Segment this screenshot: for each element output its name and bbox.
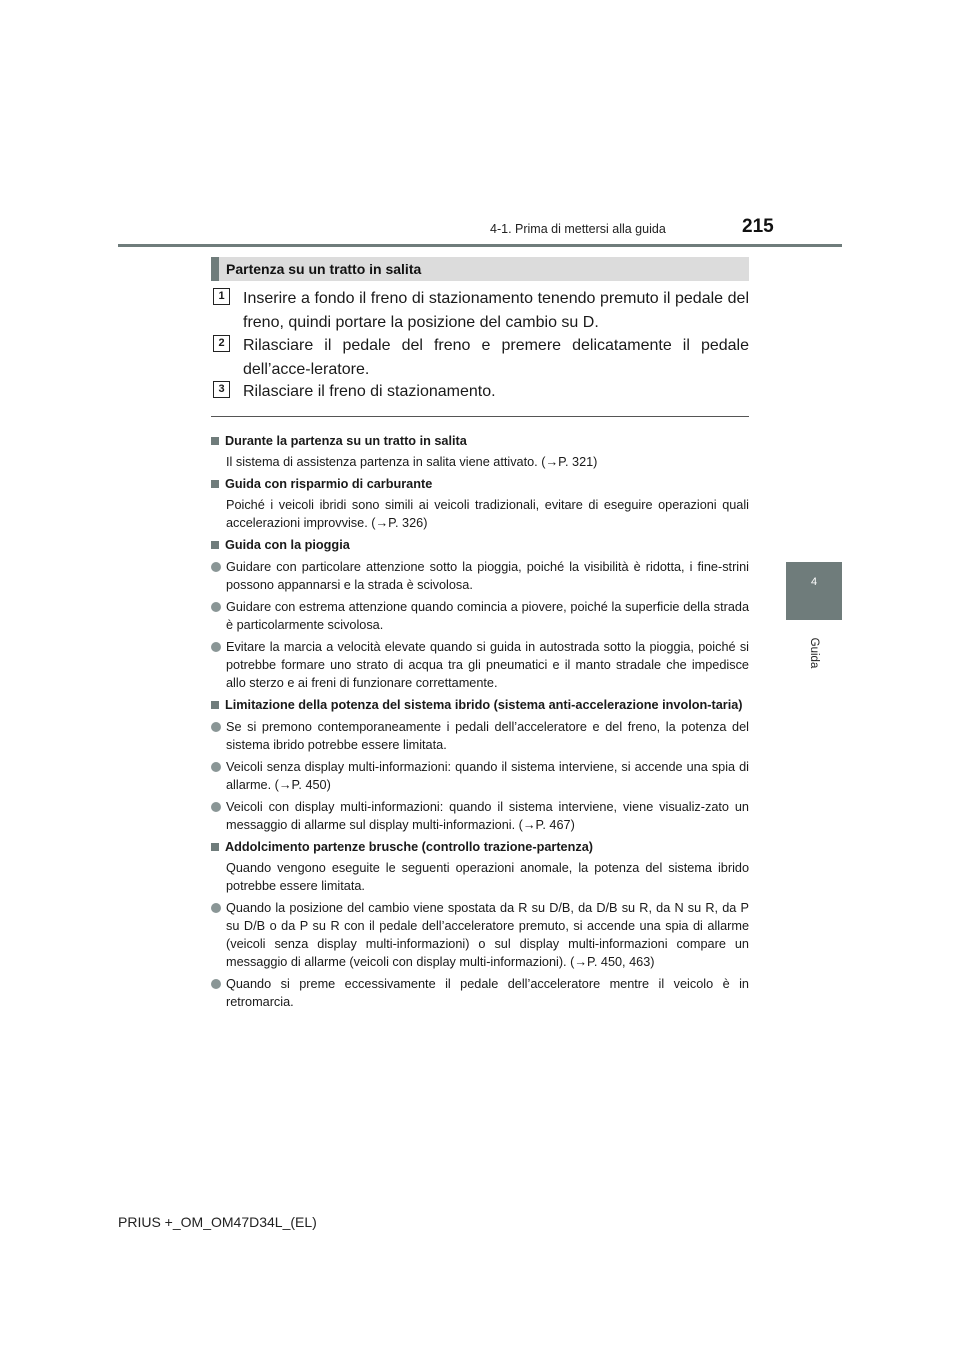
bullet-item [211,798,749,834]
chapter-number: 4 [810,576,818,588]
step-text: Inserire a fondo il freno di stazionamento tenendo premuto il pedale del freno, quindi portare la posizione del cambio su D. [243,290,749,331]
bullet-dot-icon [211,979,221,989]
bullet-item [211,558,749,594]
bullet-item [211,718,749,754]
chapter-label: Guida [808,637,820,669]
bullet-text: Guidare con particolare attenzione sotto la pioggia, poiché la visibilità è ridotta, i fine-strini possono appannarsi e la strada è scivolosa. [226,560,749,592]
bullet-text: Quando la posizione del cambio viene spostata da R su D/B, da D/B su R, da N su R, da P su D/B o da P su R con il pedale dell’acceleratore premuto, si accende una spia di allarme (veicoli senza display multi-informazioni) o sul display multi-informazioni compare un messaggio di allarme (veicoli con display multi-informazioni). (→P. 450, 463) [226,901,749,969]
step-2 [213,334,749,382]
note-title: Guida con risparmio di carburante [211,475,749,493]
chapter-tab [786,562,842,620]
bullet-item [211,758,749,794]
bullet-item [211,899,749,971]
notes-section [211,428,749,1011]
step-3 [213,380,749,404]
page-number: 215 [742,216,774,237]
step-number-box: 3 [213,381,230,398]
bullet-dot-icon [211,802,221,812]
bullet-dot-icon [211,562,221,572]
step-number-box: 2 [213,335,230,352]
note-title: Addolcimento partenze brusche (controllo trazione-partenza) [211,838,749,856]
section-title: Partenza su un tratto in salita [226,261,422,277]
bullet-text: Veicoli con display multi-informazioni: quando il sistema interviene, viene visualiz-zato un messaggio di allarme sul display multi-informazioni. (→P. 467) [226,800,749,832]
header-rule [118,244,842,247]
bullet-text: Quando si preme eccessivamente il pedale dell’acceleratore mentre il veicolo è in retromarcia. [226,977,749,1009]
bullet-text: Se si premono contemporaneamente i pedali dell’acceleratore e del freno, la potenza del sistema ibrido potrebbe essere limitata. [226,720,749,752]
note-body: Il sistema di assistenza partenza in salita viene attivato. (→P. 321) [226,455,598,469]
chapter-label-box [782,628,846,678]
note-body: Poiché i veicoli ibridi sono simili ai veicoli tradizionali, evitare di eseguire operazioni quali accelerazioni improvvise. (→P. 326) [226,498,749,530]
note-title: Limitazione della potenza del sistema ibrido (sistema anti-accelerazione involon-taria) [211,696,749,714]
bullet-dot-icon [211,602,221,612]
bullet-text: Evitare la marcia a velocità elevate quando si guida in autostrada sotto la pioggia, poiché si potrebbe formare uno strato di acqua tra gli pneumatici e il manto stradale che impedisce allo sterzo e ai freni di funzionare correttamente. [226,640,749,690]
header-section-title: 4-1. Prima di mettersi alla guida [490,222,666,236]
bullet-item [211,598,749,634]
step-number-box: 1 [213,288,230,305]
bullet-dot-icon [211,762,221,772]
step-1 [213,287,749,335]
bullet-item [211,638,749,692]
note-title: Durante la partenza su un tratto in salita [211,432,749,450]
bullet-text: Guidare con estrema attenzione quando comincia a piovere, poiché la superficie della strada è particolarmente scivolosa. [226,600,749,632]
note-body: Quando vengono eseguite le seguenti operazioni anomale, la potenza del sistema ibrido potrebbe essere limitata. [226,861,749,893]
note-title: Guida con la pioggia [211,536,749,554]
footer-doc-code: PRIUS +_OM_OM47D34L_(EL) [118,1214,317,1230]
step-text: Rilasciare il freno di stazionamento. [243,383,496,400]
section-heading [211,257,749,281]
bullet-text: Veicoli senza display multi-informazioni: quando il sistema interviene, si accende una spia di allarme. (→P. 450) [226,760,749,792]
bullet-dot-icon [211,903,221,913]
step-text: Rilasciare il pedale del freno e premere delicatamente il pedale dell’acce-leratore. [243,337,749,378]
bullet-dot-icon [211,722,221,732]
bullet-dot-icon [211,642,221,652]
section-divider [211,416,749,417]
bullet-item [211,975,749,1011]
